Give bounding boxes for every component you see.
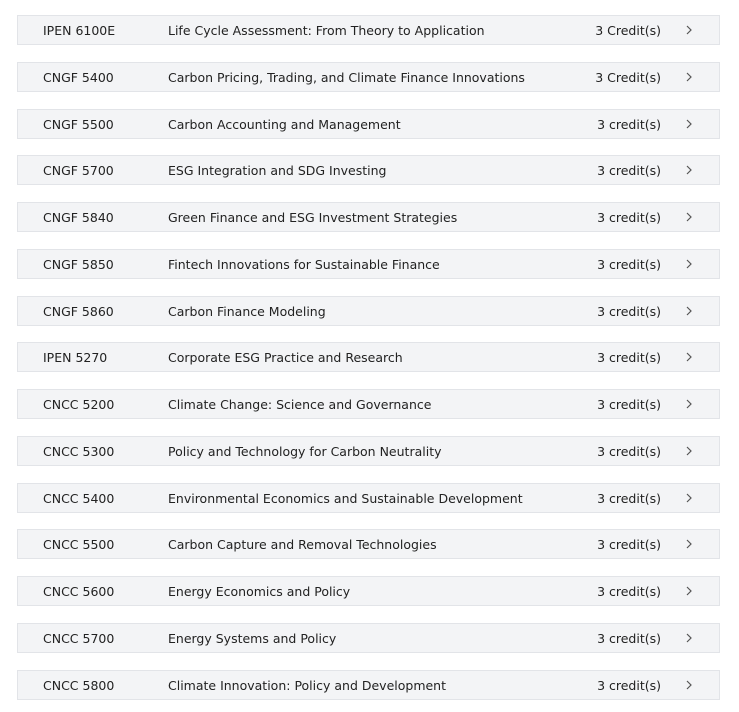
course-title: ESG Integration and SDG Investing	[168, 163, 387, 178]
course-title: Carbon Capture and Removal Technologies	[168, 537, 437, 552]
course-row[interactable]	[17, 389, 720, 419]
chevron-right-icon[interactable]	[684, 446, 694, 456]
course-title: Environmental Economics and Sustainable Development	[168, 491, 523, 506]
chevron-right-icon[interactable]	[684, 493, 694, 503]
course-row[interactable]	[17, 249, 720, 279]
chevron-right-icon[interactable]	[684, 352, 694, 362]
course-title: Carbon Pricing, Trading, and Climate Finance Innovations	[168, 70, 525, 85]
course-row[interactable]	[17, 109, 720, 139]
course-title: Fintech Innovations for Sustainable Finance	[168, 257, 440, 272]
course-row[interactable]	[17, 529, 720, 559]
course-row[interactable]	[17, 436, 720, 466]
course-code: CNGF 5400	[43, 70, 114, 85]
course-code: CNCC 5500	[43, 537, 115, 552]
chevron-right-icon[interactable]	[684, 399, 694, 409]
course-credits: 3 credit(s)	[597, 397, 661, 412]
course-code: IPEN 6100E	[43, 23, 116, 38]
course-code: CNGF 5700	[43, 163, 114, 178]
course-credits: 3 Credit(s)	[595, 23, 661, 38]
course-credits: 3 credit(s)	[597, 584, 661, 599]
course-row[interactable]	[17, 296, 720, 326]
course-title: Carbon Finance Modeling	[168, 304, 326, 319]
course-credits: 3 credit(s)	[597, 117, 661, 132]
course-title: Policy and Technology for Carbon Neutrality	[168, 444, 442, 459]
course-code: CNCC 5400	[43, 491, 115, 506]
course-row[interactable]	[17, 623, 720, 653]
chevron-right-icon[interactable]	[684, 25, 694, 35]
course-credits: 3 Credit(s)	[595, 70, 661, 85]
course-credits: 3 credit(s)	[597, 163, 661, 178]
course-row[interactable]	[17, 576, 720, 606]
chevron-right-icon[interactable]	[684, 539, 694, 549]
course-code: CNCC 5600	[43, 584, 115, 599]
course-row[interactable]	[17, 15, 720, 45]
course-title: Carbon Accounting and Management	[168, 117, 401, 132]
chevron-right-icon[interactable]	[684, 165, 694, 175]
course-credits: 3 credit(s)	[597, 444, 661, 459]
chevron-right-icon[interactable]	[684, 586, 694, 596]
chevron-right-icon[interactable]	[684, 212, 694, 222]
course-credits: 3 credit(s)	[597, 304, 661, 319]
course-code: IPEN 5270	[43, 350, 108, 365]
course-credits: 3 credit(s)	[597, 257, 661, 272]
course-title: Energy Systems and Policy	[168, 631, 337, 646]
course-title: Climate Change: Science and Governance	[168, 397, 432, 412]
course-code: CNCC 5300	[43, 444, 115, 459]
course-row[interactable]	[17, 202, 720, 232]
course-credits: 3 credit(s)	[597, 491, 661, 506]
course-row[interactable]	[17, 670, 720, 700]
course-code: CNGF 5840	[43, 210, 114, 225]
course-row[interactable]	[17, 483, 720, 513]
course-title: Energy Economics and Policy	[168, 584, 351, 599]
chevron-right-icon[interactable]	[684, 633, 694, 643]
course-code: CNCC 5200	[43, 397, 115, 412]
course-row[interactable]	[17, 155, 720, 185]
chevron-right-icon[interactable]	[684, 119, 694, 129]
course-credits: 3 credit(s)	[597, 631, 661, 646]
course-row[interactable]	[17, 62, 720, 92]
course-title: Green Finance and ESG Investment Strategies	[168, 210, 458, 225]
course-credits: 3 credit(s)	[597, 210, 661, 225]
course-title: Climate Innovation: Policy and Development	[168, 678, 447, 693]
course-credits: 3 credit(s)	[597, 537, 661, 552]
course-row[interactable]	[17, 342, 720, 372]
course-credits: 3 credit(s)	[597, 350, 661, 365]
course-code: CNCC 5700	[43, 631, 115, 646]
chevron-right-icon[interactable]	[684, 259, 694, 269]
course-code: CNGF 5500	[43, 117, 114, 132]
chevron-right-icon[interactable]	[684, 72, 694, 82]
course-code: CNCC 5800	[43, 678, 115, 693]
course-title: Life Cycle Assessment: From Theory to Application	[168, 23, 485, 38]
chevron-right-icon[interactable]	[684, 306, 694, 316]
course-title: Corporate ESG Practice and Research	[168, 350, 403, 365]
chevron-right-icon[interactable]	[684, 680, 694, 690]
course-code: CNGF 5850	[43, 257, 114, 272]
course-credits: 3 credit(s)	[597, 678, 661, 693]
course-code: CNGF 5860	[43, 304, 114, 319]
